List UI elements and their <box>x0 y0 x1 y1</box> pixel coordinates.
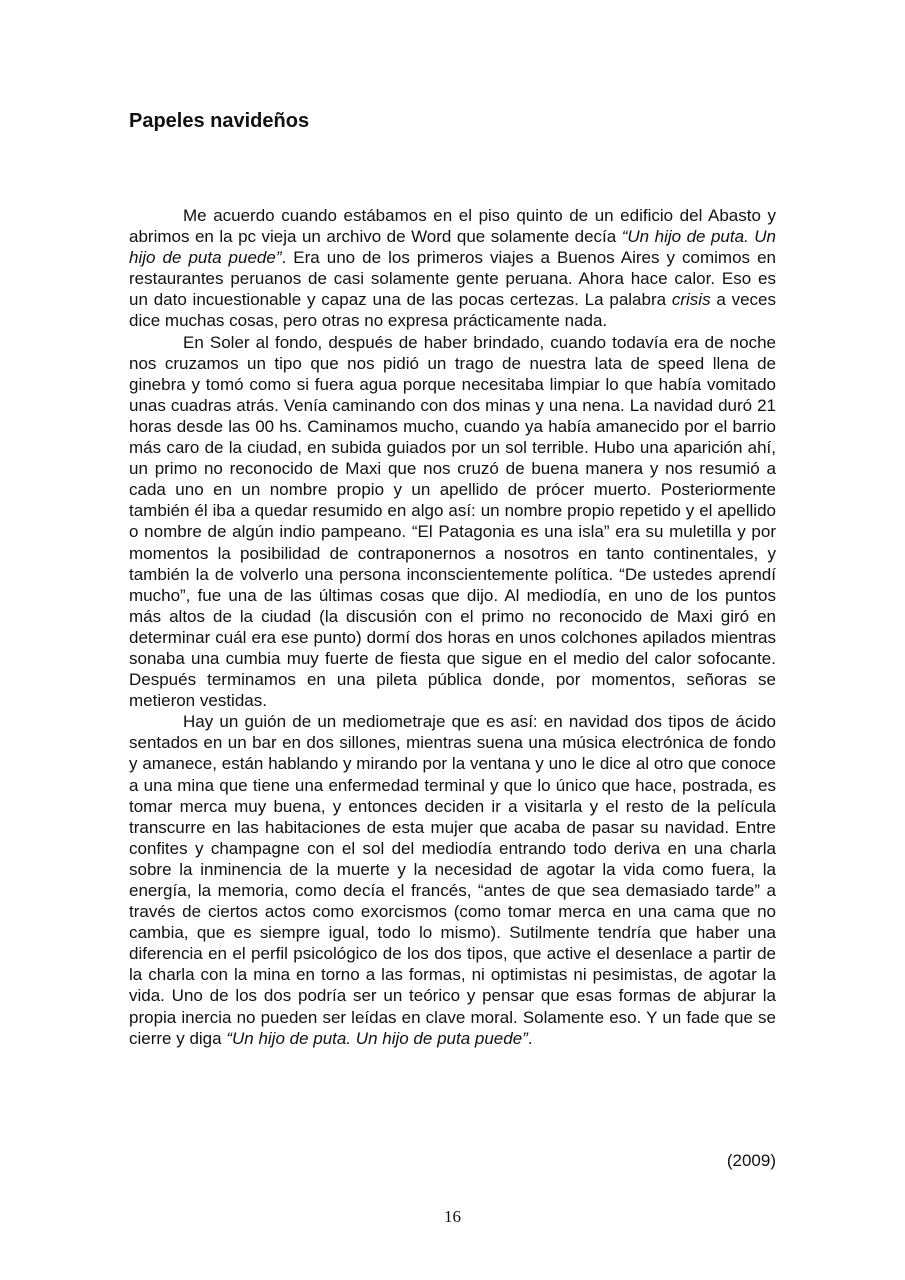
text-run: . <box>527 1028 533 1048</box>
paragraph-1 <box>129 205 776 332</box>
document-title: Papeles navideños <box>129 110 310 132</box>
page-number: 16 <box>444 1207 461 1226</box>
text-run: En Soler al fondo, después de haber brindado, cuando todavía era de noche nos cruzamos un tipo que nos pidió un trago de nuestra lata de speed llena de ginebra y tomó como si fuera agua porque necesitaba limpiar lo que había vomitado unas cuadras atrás. Venía caminando con dos minas y una nena. La navidad duró 21 horas desde las 00 hs. Caminamos mucho, cuando ya había amanecido por el barrio más caro de la ciudad, en subida guiados por un sol terrible. Hubo una aparición ahí, un primo no reconocido de Maxi que nos cruzó de buena manera y nos resumió a cada uno en un nombre propio y un apellido de prócer muerto. Posteriormente también él iba a quedar resumido en algo así: un nombre propio repetido y el apellido o nombre de algún indio pampeano. “El Patagonia es una isla” era su muletilla y por momentos la posibilidad de contraponernos a nosotros en tanto continentales, y también la de volverlo una persona inconscientemente política. “De ustedes aprendí mucho”, fue una de las últimas cosas que dijo. Al mediodía, en uno de los puntos más altos de la ciudad (la discusión con el primo no reconocido de Maxi giró en determinar cuál era ese punto) dormí dos horas en unos colchones apilados mientras sonaba una cumbia muy fuerte de fiesta que sigue en el medio del calor sofocante. Después terminamos en una pileta pública donde, por momentos, señoras se metieron vestidas. <box>129 332 776 711</box>
date-signature: (2009) <box>726 1151 776 1170</box>
italic-text-run: “Un hijo de puta. Un hijo de puta puede” <box>226 1028 528 1048</box>
text-run: Me acuerdo cuando estábamos en el piso quinto de un edificio del Abasto y abrimos en la pc vieja un archivo de Word que solamente decía <box>129 206 776 247</box>
document-body <box>129 205 776 1049</box>
italic-text-run: “Un hijo de puta. Un hijo de puta puede” <box>129 227 777 268</box>
paragraph-2 <box>129 332 776 712</box>
text-run: a veces dice muchas cosas, pero otras no expresa prácticamente nada. <box>129 290 776 331</box>
italic-text-run: crisis <box>671 290 711 310</box>
paragraph-3 <box>129 711 776 1049</box>
text-run: Hay un guión de un mediometraje que es así: en navidad dos tipos de ácido sentados en un bar en dos sillones, mientras suena una música electrónica de fondo y amanece, están hablando y mirando por la ventana y uno le dice al otro que conoce a una mina que tiene una enfermedad terminal y que lo único que hace, postrada, es tomar merca muy buena, y entonces deciden ir a visitarla y el resto de la película transcurre en las habitaciones de esta mujer que acaba de pasar su navidad. Entre confites y champagne con el sol del mediodía entrando todo deriva en una charla sobre la inminencia de la muerte y la necesidad de agotar la vida como fuera, la energía, la memoria, como decía el francés, “antes de que sea demasiado tarde” a través de ciertos actos como exorcismos (como tomar merca en una cama que no cambia, que es siempre igual, todo lo mismo). Sutilmente tendría que haber una diferencia en el perfil psicológico de los dos tipos, que active el desenlace a partir de la charla con la mina en torno a las formas, ni optimistas ni pesimistas, de agotar la vida. Uno de los dos podría ser un teórico y pensar que esas formas de abjurar la propia inercia no pueden ser leídas en clave moral. Solamente eso. Y un fade que se cierre y diga <box>129 712 776 1048</box>
text-run: . Era uno de los primeros viajes a Buenos Aires y comimos en restaurantes peruanos de casi solamente gente peruana. Ahora hace calor. Eso es un dato incuestionable y capaz una de las pocas certezas. La palabra <box>129 248 776 310</box>
